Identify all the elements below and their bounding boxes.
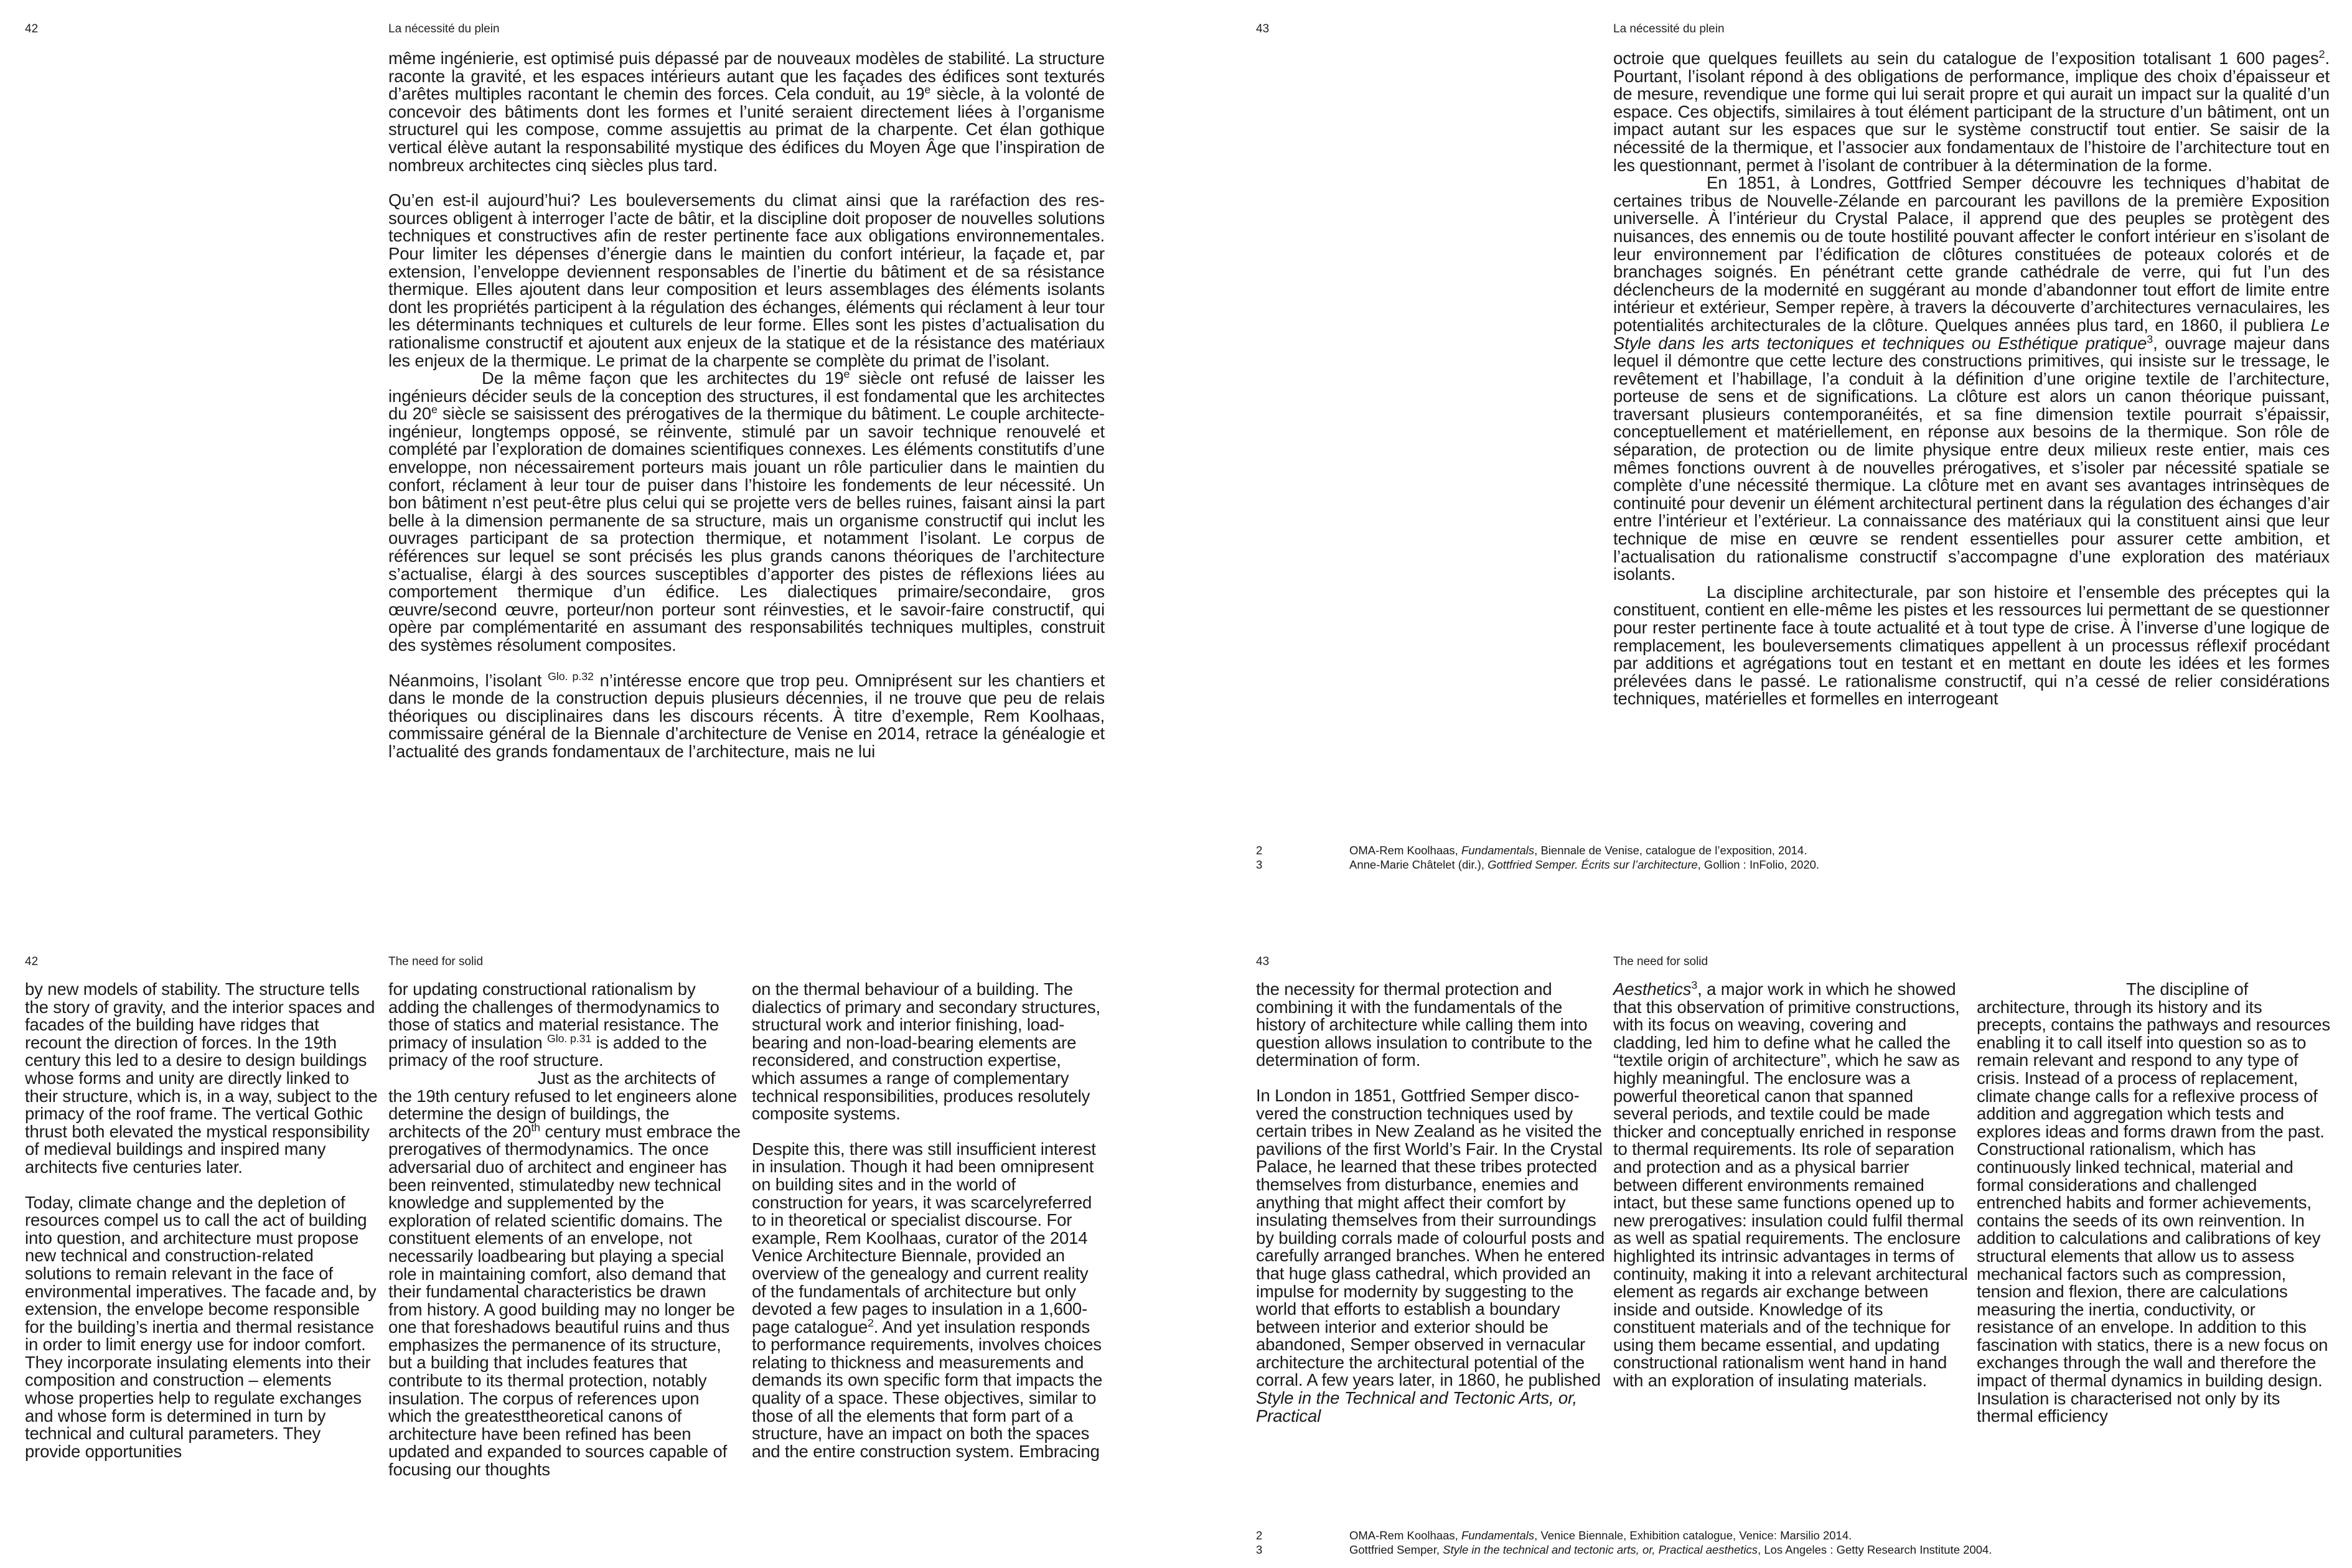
paragraph: The discipline of architecture, through its history and its precepts, contains the pathways and resources enabling it to call itself into question so as to remain relevant and respond to any type of crisis. Instead of a process of replacement, climate change calls for a reflexive process of addition and aggregation which tests and explores ideas and forms drawn from the past. Constructional rationalism, which has continuously linked technical, material and formal considerations and challenged entrenched habits and former achievements, contains the seeds of its own reinvention. In addition to calculations and calibrations of key structural elements that allow us to assess mechanical factors such as compression, tension and flexion, there are calculations measuring the inertia, conductivity, or resistance of an envelope. In addition to this fascination with statics, there is a new focus on exchanges through the wall and therefore the impact of thermal dynamics in building design. Insulation is characterised not only by its thermal efficiency [1977, 979, 2331, 1426]
en-column-3 [752, 981, 1107, 1460]
footnotes-bottom [1256, 1528, 2333, 1557]
paragraph: the necessity for thermal protection and combining it with the fundamentals of the history of architecture while calling them into question allows insulation to contribute to the determination of form. [1256, 979, 1593, 1070]
page-number-bottom-right: 43 [1256, 955, 1270, 968]
footnote: 3 Gottfried Semper, Style in the technical and tectonic arts, or, Practical aesthetics, Los Angeles : Getty Research Institute 2004. [1256, 1543, 1992, 1556]
footnote: 2 OMA-Rem Koolhaas, Fundamentals, Venice Biennale, Exhibition catalogue, Venice: Marsilio 2014. [1256, 1529, 1852, 1542]
paragraph: Despite this, there was still insufficient interest in insulation. Though it had been omnipresent on building sites and in the world of construction for years, it was scarcelyreferred to in theoretical or specialist discourse. For example, Rem Koolhaas, curator of the 2014 Venice Architecture Biennale, provided an overview of the genealogy and current reality of the fundamentals of architecture but only devoted a few pages to insulation in a 1,600-page catalogue$^2$. And yet insulation responds to performance requirements, involves choices relating to thickness and measurements and demands its own specific form that impacts the quality of a space. These objectives, similar to those of all the elements that form part of a structure, have an impact on both the spaces and the entire construction system. Embracing [752, 1139, 1103, 1461]
paragraph: Today, climate change and the depletion of resources compel us to call the act of building into question, and architecture must propose new technical and construction-related solutions to remain relevant in the face of environmental imperatives. The facade and, by extension, the envelope become responsible for the building’s inertia and thermal resistance in order to limit energy use for indoor comfort. They incorporate insulating elements into their composition and construction – elements whose properties help to regulate exchanges and whose form is determined in turn by technical and cultural parameters. They provide opportunities [25, 1192, 377, 1461]
page-number-top-right: 43 [1256, 22, 1270, 35]
en-column-4 [1256, 981, 1611, 1425]
paragraph: on the thermal behaviour of a building. The dialectics of primary and secondary structures, structural work and interior finishing, load-bearing and non-load-bearing elements are reconsidered, and construction expertise, which assumes a range of complementary technical responsibilities, produces resolutely composite systems. [752, 979, 1100, 1124]
page-number-bottom-left: 42 [25, 955, 39, 968]
paragraph: for updating constructional rationalism by adding the challenges of thermodynamics to those of statics and material resistance. The primacy of insulation $^{Glo. p.31}$ is added to the primacy of the roof structure. [388, 979, 719, 1070]
paragraph: Just as the architects of the 19th century refused to let engineers alone determine the design of buildings, the architects of the 20th century must embrace the prerogatives of thermodynamics. The once adversarial duo of architect and engineer has been reinvented, stimulatedby new technical knowledge and supplemented by the exploration of related scientific domains. The constituent elements of an envelope, not necessarily loadbearing but playing a special role in maintaining comfort, also demand that their fundamental characteristics be drawn from history. A good building may no longer be one that foreshadows beautiful ruins and thus emphasizes the permanence of its structure, but a building that includes features that contribute to its thermal protection, notably insulation. The corpus of references upon which the greatesttheoretical canons of architecture have been refined has been updated and expanded to sources capable of focusing our thoughts [388, 1068, 741, 1480]
paragraph: In London in 1851, Gottfried Semper discovered the construction techniques used by certain tribes in New Zealand as he visited the pavilions of the first World’s Fair. In the Crystal Palace, he learned that these tribes protected themselves from disturbance, enemies and anything that might affect their comfort by insulating themselves from their surroundings by building corrals made of colourful posts and carefully arranged branches. When he entered that huge glass cathedral, which provided an impulse for modernity by suggesting to the world that efforts to establish a boundary between interior and exterior should be abandoned, Semper observed in vernacular architecture the architectural potential of the corral. A few years later, in 1860, he published Style in the Technical and Tectonic Arts, or, Practical [1256, 1085, 1605, 1426]
en-column-5 [1613, 978, 1968, 1391]
paragraph: Aesthetics$^3$, a major work in which he showed that this observation of primitive constructions, with its focus on weaving, covering and cladding, led him to define what he called the “textile origin of architecture”, which he saw as highly meaningful. The enclosure was a powerful theoretical canon that spanned several periods, and textile could be made thicker and conceptually enriched in response to thermal requirements. Its role of separation and protection and as a physical barrier between different environments remained intact, but these same functions opened up to new prerogatives: insulation could fulfil thermal as well as spatial requirements. The enclosure highlighted its intrinsic advantages in terms of continuity, making it into a relevant architectural element as regards air exchange between inside and outside. Knowledge of its constituent materials and of the technique for using them became essential, and updating constructional rationalism went hand in hand with an exploration of insulating materials. [1613, 978, 1968, 1391]
paragraph: En 1851, à Londres, Gottfried Semper découvre les techniques d’habitat de certaines tribus de Nouvelle-Zélande en parcourant les pavillons de la première Exposition universelle. À l’intérieur du Crystal Palace, il apprend que des peuples se protègent des nuisances, des ennemis ou de toute hostilité pouvant affecter le confort intérieur en s’isolant de leur environnement par l’édification de clôtures constituées de poteaux colorés et de branchages soignés. En pénétrant cette grande cathédrale de verre, qui fut l’un des déclencheurs de la modernité en suggérant au monde d’abandonner tout effort de limite entre intérieur et extérieur, Semper repère, à travers la découverte d’architectures vernaculaires, les potentialités architecturales de la clôture. Quelques années plus tard, en 1860, il publiera Le Style dans les arts tectoniques et techniques ou Esthétique pratique$^3$, ouvrage majeur dans lequel il démontre que cette lecture des constructions primitives, qui insiste sur le tressage, le revêtement et l’habillage, l’a conduit à la définition d’une origine textile de l’architecture, porteuse de sens et de significations. La clôture est alors un canon théorique puissant, traversant plusieurs contemporanéités, et sa fine dimension textile pourrait s’épaissir, conceptuellement et matériellement, en réponse aux besoins de la thermique. Son rôle de séparation, de protection ou de limite physique entre deux milieux reste entier, mais ces mêmes fonctions ouvrent à de nouvelles prérogatives, et s’isoler par nécessité spatiale se complète d’une nécessité thermique. La clôture met en avant ses avantages intrinsèques de continuité pour devenir un élément architectural pertinent dans la régulation des échanges d’air entre l’intérieur et l’extérieur. La connaissance des matériaux qui la constituent ainsi que leur technique de mise en œuvre se rendent essentielles pour assurer cette ambition, et l’actualisation du rationalisme constructif s’accompagne d’une exploration des matériaux isolants. [1613, 173, 2330, 584]
paragraph: La discipline architecturale, par son histoire et l’ensemble des préceptes qui la constituent, contient en elle-même les pistes et les ressources lui permettant de se questionner pour rester pertinente face à toute actualité et à tout type de crise. À l’inverse d’une logique de remplacement, les bouleversements climatiques appellent à un processus réflexif procédant par additions et agrégations tout en testant et en mettant en doute les idées et les formes prélevées dans le passé. Le rationalisme constructif, qui n’a cessé de relier considérations techniques, matérielles et formelles en interrogeant [1613, 582, 2330, 709]
en-column-2 [388, 981, 743, 1479]
paragraph: même ingénierie, est optimisé puis dépassé par de nouveaux modèles de stabilité. La structure raconte la gravité, et les espaces intérieurs autant que les façades des édifices sont texturés d’arêtes multiples racontant le chemin des forces. Cela conduit, au 19e siècle, à la volonté de concevoir des bâtiments dont les formes et l’unité seraient directement liées à l’organisme structurel qui les compose, comme assujettis au primat de la charpente. Cet élan gothique vertical élève autant la responsabilité mystique des édifices du Moyen Âge que l’inspiration de nombreux architectes cinq siècles plus tard. [388, 49, 1105, 175]
footnote: 3 Anne-Marie Châtelet (dir.), Gottfried Semper. Écrits sur l’architecture, Gollion : InFolio, 2020. [1256, 858, 1820, 871]
fr-body-left [388, 50, 1105, 761]
paragraph: De la même façon que les architectes du 19e siècle ont refusé de laisser les ingénieurs décider seuls de la conception des structures, il est fondamental que les architectes du 20e siècle se saisissent des prérogatives de la thermique du bâtiment. Le couple architecte-ingénieur, longtemps opposé, se réinvente, stimulé par un savoir technique renouvelé et complété par l’exploration de domaines scientifiques connexes. Les éléments constitutifs d’une enveloppe, non nécessairement porteurs mais jouant un rôle particulier dans le maintien du confort, réclament à leur tour de puiser dans l’histoire les fondements de leur nécessité. Un bon bâtiment n’est peut-être plus celui qui se projette vers de belles ruines, faisant ainsi la part belle à la dimension permanente de sa structure, mais un organisme constructif qui inclut les ouvrages participant de sa protection thermique, et notamment l’isolant. Le corpus de références sur lequel se sont précisés les plus grands canons théoriques de l’architecture s’actualise, élargi à des sources susceptibles d’apporter des pistes de réflexions liées au comportement thermique d’un édifice. Les dialectiques primaire/secondaire, gros œuvre/second œuvre, porteur/non porteur sont réinvesties, et le savoir-faire constructif, qui opère par complémentarité en assumant des responsabilités techniques multiples, construit des systèmes résolument composites. [388, 367, 1105, 655]
page-number-top-left: 42 [25, 22, 39, 35]
paragraph: by new models of stability. The structure tells the story of gravity, and the interior spaces and facades of the building have ridges that recount the direction of forces. In the 19th century this led to a desire to design buildings whose forms and unity are directly linked to their structure, which is, in a way, subject to the primacy of the roof frame. The vertical Gothic thrust both elevated the mystical responsibility of medieval buildings and inspired many architects five centuries later. [25, 979, 378, 1177]
paragraph: Néanmoins, l’isolant $^{Glo. p.32}$ n’intéresse encore que trop peu. Omniprésent sur les chantiers et dans le monde de la construction depuis plusieurs décennies, il ne trouve que peu de relais théoriques ou disciplinaires dans les discours récents. À titre d’exemple, Rem Koolhaas, commissaire général de la Biennale d’architecture de Venise en 2014, retrace la généalogie et l’actualité des grands fondamentaux de l’architecture, mais ne lui [388, 670, 1105, 761]
running-head-top-right: La nécessité du plein [1613, 22, 1725, 35]
footnotes-top [1256, 843, 2333, 872]
fr-body-right [1613, 47, 2330, 709]
paragraph: octroie que quelques feuillets au sein du catalogue de l’exposition totalisant 1 600 pages$^2$. Pourtant, l’isolant répond à des obligations de performance, implique des choix d’épaisseur et de mesure, revendique une forme qui lui serait propre et qui aurait un impact sur la qualité d’un espace. Ces objectifs, similaires à tout élément participant de la structure d’un bâtiment, ont un impact autant sur les espaces que sur le système constructif tout entier. Se saisir de la nécessité de la thermique, et l’associer aux fondamentaux de l’histoire de l’architecture tout en les questionnant, permet à l’isolant de contribuer à la détermination de la forme. [1613, 47, 2330, 175]
paragraph: Qu’en est-il aujourd’hui? Les bouleversements du climat ainsi que la raréfaction des ressources obligent à interroger l’acte de bâtir, et la discipline doit proposer de nouvelles solutions techniques et constructives afin de rester pertinente face aux obligations environnementales. Pour limiter les dépenses d’énergie dans le maintien du confort intérieur, la façade et, par extension, l’enveloppe deviennent responsables de l’inertie du bâtiment et de sa résistance thermique. Elles ajoutent dans leur composition et leurs assemblages des éléments isolants dont les propriétés participent à la régulation des échanges, éléments qui réclament à leur tour les déterminants techniques et culturels de leur forme. Elles sont les pistes d’actualisation du rationalisme constructif et ajoutent aux enjeux de la statique et de la résistance des matériaux les enjeux de la thermique. Le primat de la charpente se complète du primat de l’isolant. [388, 190, 1105, 370]
running-head-bottom-right: The need for solid [1613, 955, 1708, 968]
en-column-1 [25, 981, 380, 1460]
running-head-top-left: La nécessité du plein [388, 22, 500, 35]
footnote: 2 OMA-Rem Koolhaas, Fundamentals, Biennale de Venise, catalogue de l’exposition, 2014. [1256, 844, 1807, 857]
running-head-bottom-left: The need for solid [388, 955, 484, 968]
en-column-6 [1977, 981, 2331, 1426]
